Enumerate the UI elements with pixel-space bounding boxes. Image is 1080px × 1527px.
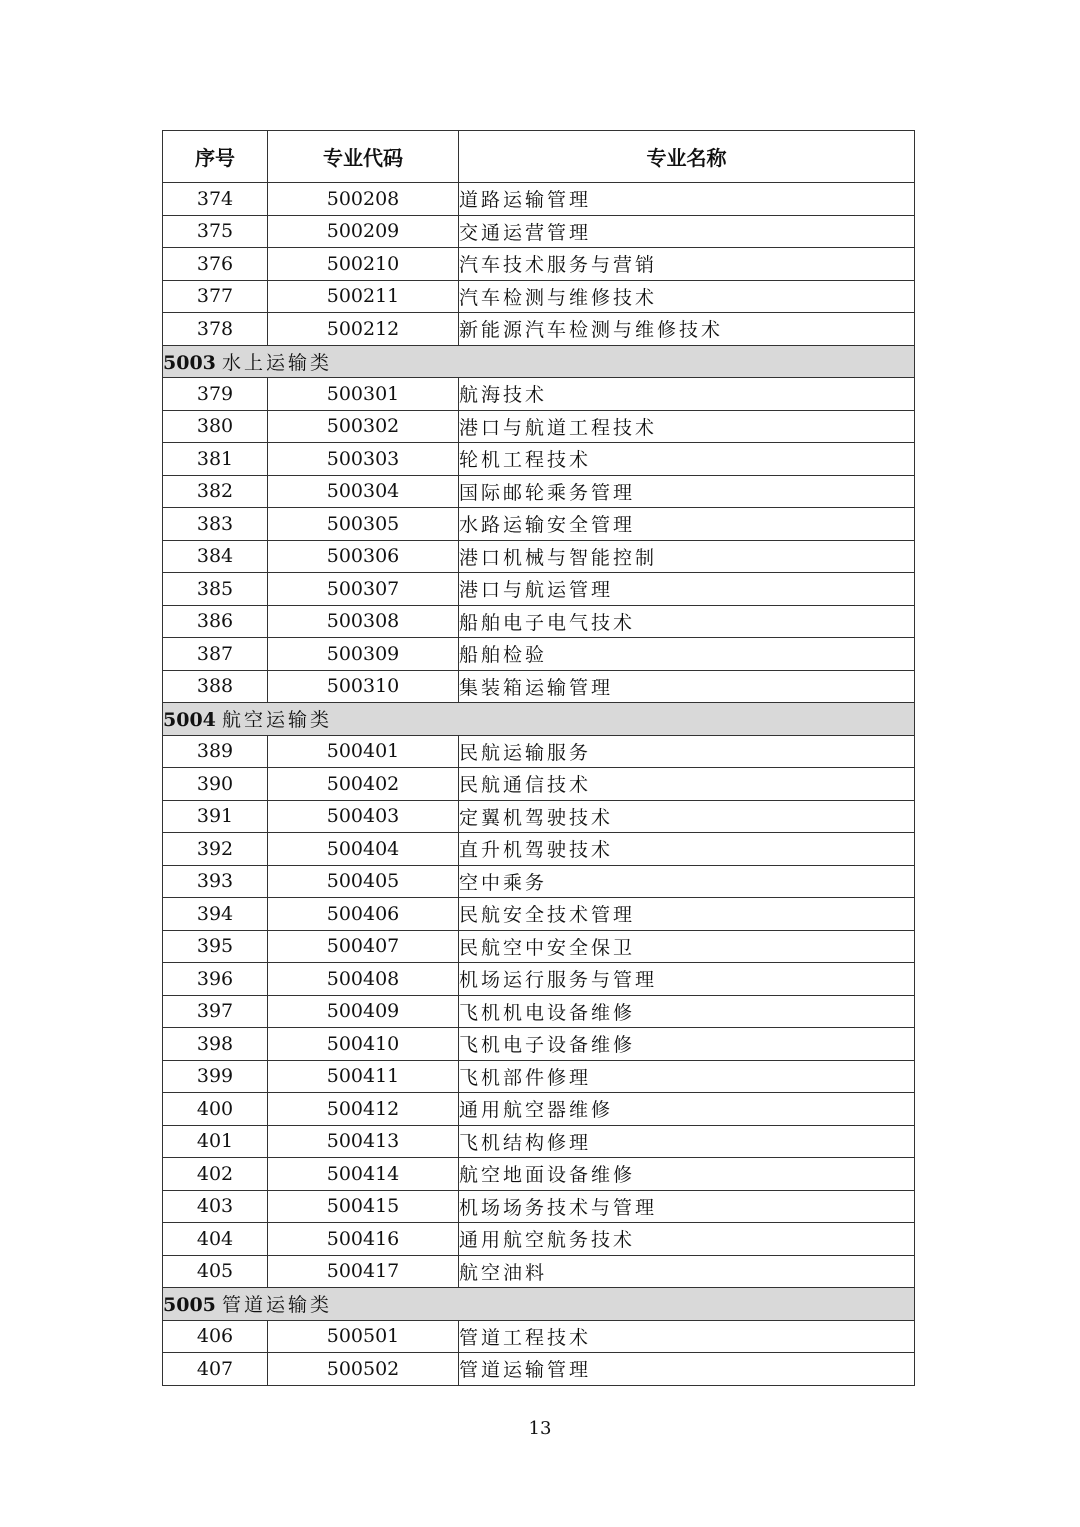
header-serial-number: 序号 (163, 131, 268, 183)
major-name-cell: 飞机结构修理 (459, 1125, 915, 1158)
major-name-cell: 空中乘务 (459, 865, 915, 898)
serial-number-cell: 387 (163, 638, 268, 671)
table-row (163, 833, 915, 866)
major-name-cell: 机场场务技术与管理 (459, 1190, 915, 1223)
page-number: 13 (528, 1418, 552, 1439)
table-row (163, 215, 915, 248)
major-code-cell: 500302 (268, 410, 459, 443)
table-row (163, 963, 915, 996)
serial-number-cell: 400 (163, 1093, 268, 1126)
major-name-cell: 水路运输安全管理 (459, 508, 915, 541)
table-row (163, 1158, 915, 1191)
major-name-cell: 交通运营管理 (459, 215, 915, 248)
serial-number-cell: 389 (163, 735, 268, 768)
major-name-cell: 汽车检测与维修技术 (459, 280, 915, 313)
table-row (163, 508, 915, 541)
serial-number-cell: 386 (163, 605, 268, 638)
major-name-cell: 定翼机驾驶技术 (459, 800, 915, 833)
category-code: 5005 (163, 1294, 216, 1317)
table-row (163, 930, 915, 963)
category-row (163, 1288, 915, 1321)
serial-number-cell: 381 (163, 443, 268, 476)
serial-number-cell: 392 (163, 833, 268, 866)
major-name-cell: 通用航空航务技术 (459, 1223, 915, 1256)
serial-number-cell: 402 (163, 1158, 268, 1191)
major-code-cell: 500208 (268, 183, 459, 216)
table-row (163, 1190, 915, 1223)
table-row (163, 768, 915, 801)
table-row (163, 410, 915, 443)
major-name-cell: 新能源汽车检测与维修技术 (459, 313, 915, 346)
serial-number-cell: 376 (163, 248, 268, 281)
major-name-cell: 民航空中安全保卫 (459, 930, 915, 963)
major-code-cell: 500303 (268, 443, 459, 476)
major-name-cell: 航空油料 (459, 1255, 915, 1288)
serial-number-cell: 393 (163, 865, 268, 898)
major-code-cell: 500411 (268, 1060, 459, 1093)
table-row (163, 443, 915, 476)
major-name-cell: 民航通信技术 (459, 768, 915, 801)
table-row (163, 865, 915, 898)
major-name-cell: 国际邮轮乘务管理 (459, 475, 915, 508)
table-row (163, 1223, 915, 1256)
serial-number-cell: 399 (163, 1060, 268, 1093)
table-row (163, 540, 915, 573)
serial-number-cell: 405 (163, 1255, 268, 1288)
major-name-cell: 港口与航道工程技术 (459, 410, 915, 443)
major-name-cell: 船舶检验 (459, 638, 915, 671)
header-major-name: 专业名称 (459, 131, 915, 183)
major-code-cell: 500405 (268, 865, 459, 898)
majors-table (162, 130, 915, 1386)
serial-number-cell: 395 (163, 930, 268, 963)
header-major-code: 专业代码 (268, 131, 459, 183)
table-row (163, 638, 915, 671)
category-name: 管道运输类 (221, 1294, 332, 1317)
table-row (163, 475, 915, 508)
major-name-cell: 飞机部件修理 (459, 1060, 915, 1093)
serial-number-cell: 406 (163, 1320, 268, 1353)
serial-number-cell: 396 (163, 963, 268, 996)
major-code-cell: 500406 (268, 898, 459, 931)
table-row (163, 378, 915, 411)
serial-number-cell: 388 (163, 670, 268, 703)
table-header-row (163, 131, 915, 183)
major-code-cell: 500416 (268, 1223, 459, 1256)
category-cell (163, 345, 915, 378)
major-code-cell: 500407 (268, 930, 459, 963)
table-row (163, 1060, 915, 1093)
table-row (163, 1255, 915, 1288)
major-code-cell: 500408 (268, 963, 459, 996)
table-row (163, 183, 915, 216)
major-code-cell: 500209 (268, 215, 459, 248)
major-name-cell: 汽车技术服务与营销 (459, 248, 915, 281)
table-row (163, 800, 915, 833)
category-row (163, 345, 915, 378)
serial-number-cell: 377 (163, 280, 268, 313)
major-name-cell: 港口机械与智能控制 (459, 540, 915, 573)
major-name-cell: 直升机驾驶技术 (459, 833, 915, 866)
serial-number-cell: 407 (163, 1353, 268, 1386)
major-name-cell: 船舶电子电气技术 (459, 605, 915, 638)
category-row (163, 703, 915, 736)
serial-number-cell: 403 (163, 1190, 268, 1223)
table-row (163, 1320, 915, 1353)
table-row (163, 573, 915, 606)
table-row (163, 898, 915, 931)
major-code-cell: 500415 (268, 1190, 459, 1223)
major-code-cell: 500501 (268, 1320, 459, 1353)
major-code-cell: 500409 (268, 995, 459, 1028)
table-body (163, 183, 915, 1386)
major-name-cell: 航空地面设备维修 (459, 1158, 915, 1191)
table-row (163, 1353, 915, 1386)
major-code-cell: 500401 (268, 735, 459, 768)
major-code-cell: 500309 (268, 638, 459, 671)
category-cell (163, 1288, 915, 1321)
serial-number-cell: 404 (163, 1223, 268, 1256)
serial-number-cell: 398 (163, 1028, 268, 1061)
serial-number-cell: 380 (163, 410, 268, 443)
major-code-cell: 500404 (268, 833, 459, 866)
serial-number-cell: 394 (163, 898, 268, 931)
major-name-cell: 航海技术 (459, 378, 915, 411)
table-row (163, 313, 915, 346)
major-code-cell: 500413 (268, 1125, 459, 1158)
table-row (163, 605, 915, 638)
category-name: 航空运输类 (221, 709, 332, 732)
major-code-cell: 500310 (268, 670, 459, 703)
serial-number-cell: 391 (163, 800, 268, 833)
major-name-cell: 轮机工程技术 (459, 443, 915, 476)
serial-number-cell: 384 (163, 540, 268, 573)
serial-number-cell: 401 (163, 1125, 268, 1158)
major-name-cell: 通用航空器维修 (459, 1093, 915, 1126)
category-code: 5004 (163, 709, 216, 732)
category-code: 5003 (163, 351, 216, 374)
major-code-cell: 500414 (268, 1158, 459, 1191)
major-code-cell: 500417 (268, 1255, 459, 1288)
major-code-cell: 500402 (268, 768, 459, 801)
table-row (163, 995, 915, 1028)
serial-number-cell: 382 (163, 475, 268, 508)
major-name-cell: 飞机机电设备维修 (459, 995, 915, 1028)
table-row (163, 735, 915, 768)
major-name-cell: 民航运输服务 (459, 735, 915, 768)
serial-number-cell: 379 (163, 378, 268, 411)
major-name-cell: 港口与航运管理 (459, 573, 915, 606)
major-name-cell: 机场运行服务与管理 (459, 963, 915, 996)
major-code-cell: 500412 (268, 1093, 459, 1126)
major-code-cell: 500502 (268, 1353, 459, 1386)
major-code-cell: 500306 (268, 540, 459, 573)
category-cell (163, 703, 915, 736)
serial-number-cell: 383 (163, 508, 268, 541)
major-code-cell: 500308 (268, 605, 459, 638)
serial-number-cell: 385 (163, 573, 268, 606)
major-code-cell: 500410 (268, 1028, 459, 1061)
major-name-cell: 管道运输管理 (459, 1353, 915, 1386)
table-row (163, 1125, 915, 1158)
major-code-cell: 500403 (268, 800, 459, 833)
major-name-cell: 管道工程技术 (459, 1320, 915, 1353)
major-name-cell: 民航安全技术管理 (459, 898, 915, 931)
major-code-cell: 500212 (268, 313, 459, 346)
major-code-cell: 500211 (268, 280, 459, 313)
table-row (163, 280, 915, 313)
serial-number-cell: 374 (163, 183, 268, 216)
table-row (163, 1093, 915, 1126)
serial-number-cell: 378 (163, 313, 268, 346)
major-name-cell: 道路运输管理 (459, 183, 915, 216)
serial-number-cell: 390 (163, 768, 268, 801)
major-code-cell: 500307 (268, 573, 459, 606)
major-code-cell: 500301 (268, 378, 459, 411)
major-code-cell: 500305 (268, 508, 459, 541)
table-row (163, 670, 915, 703)
major-name-cell: 集装箱运输管理 (459, 670, 915, 703)
category-name: 水上运输类 (221, 351, 332, 374)
table-row (163, 1028, 915, 1061)
major-code-cell: 500210 (268, 248, 459, 281)
serial-number-cell: 397 (163, 995, 268, 1028)
table-row (163, 248, 915, 281)
serial-number-cell: 375 (163, 215, 268, 248)
major-code-cell: 500304 (268, 475, 459, 508)
major-name-cell: 飞机电子设备维修 (459, 1028, 915, 1061)
